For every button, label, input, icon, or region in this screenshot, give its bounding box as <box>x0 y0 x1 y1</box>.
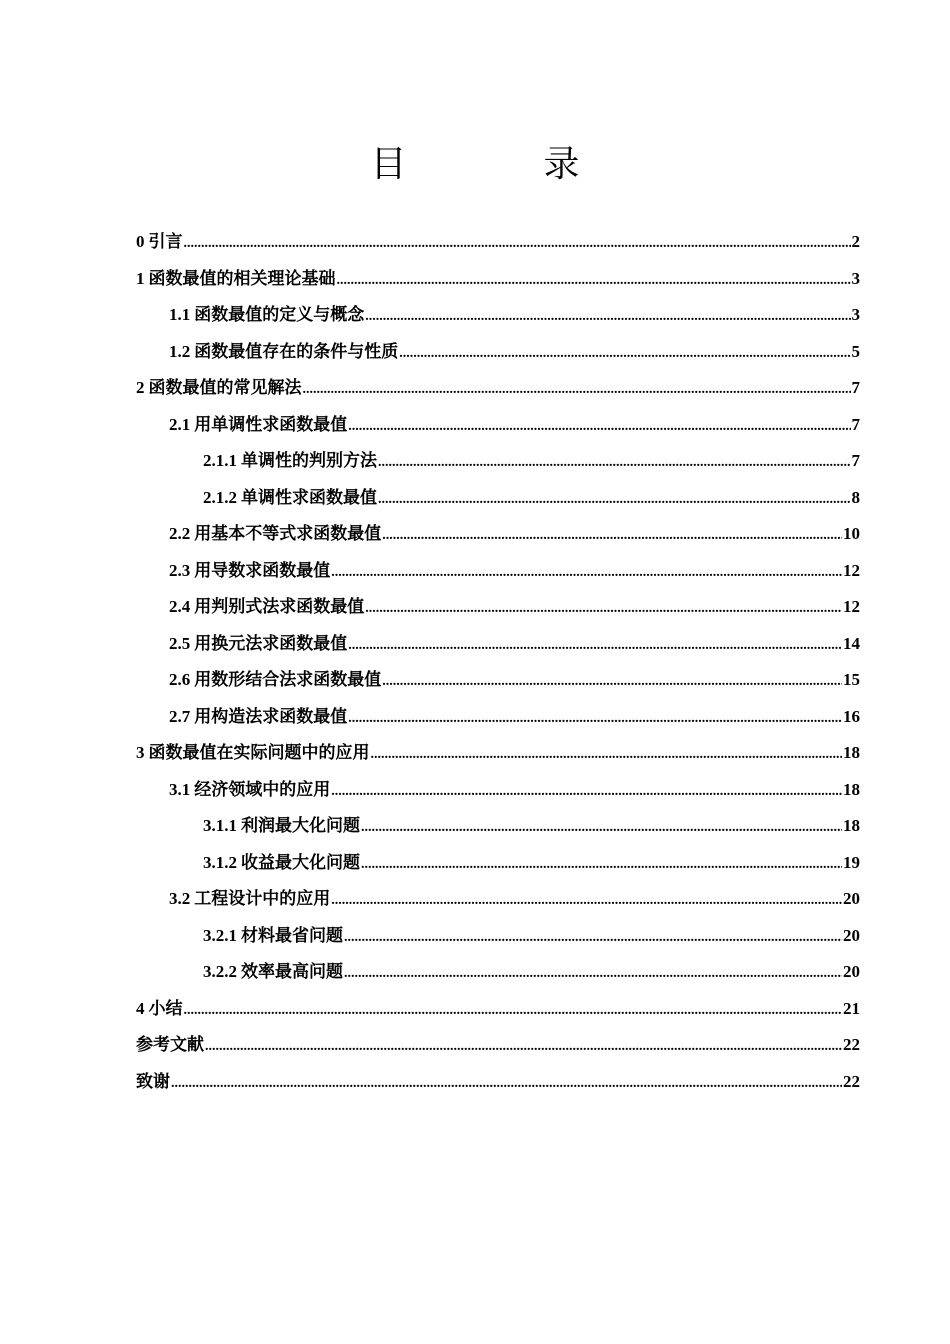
toc-leader-dots <box>348 628 842 665</box>
toc-entry-label <box>136 1064 170 1101</box>
toc-entry-text: 用数形结合法求函数最值 <box>194 670 382 689</box>
toc-entry-label <box>203 808 360 845</box>
toc-leader-dots <box>365 299 850 336</box>
toc-page-number: 20 <box>843 925 860 945</box>
toc-entry-number: 3.2 <box>169 889 191 908</box>
toc-entry-label <box>203 918 343 955</box>
toc-page-number: 7 <box>851 414 860 434</box>
toc-page-number: 12 <box>843 597 860 616</box>
toc-entry-number: 2.1.2 <box>203 487 237 507</box>
toc-entry[interactable] <box>136 443 860 480</box>
toc-entry[interactable] <box>136 662 860 699</box>
toc-entry[interactable] <box>136 224 860 261</box>
toc-entry[interactable] <box>136 735 860 772</box>
toc-page-number: 22 <box>843 1035 860 1054</box>
toc-entry-number: 2.3 <box>169 560 191 580</box>
toc-entry-number: 1.1 <box>169 305 191 324</box>
toc-entry-label <box>203 443 377 480</box>
toc-entry[interactable] <box>136 954 860 991</box>
toc-entry[interactable] <box>136 516 860 553</box>
toc-entry[interactable] <box>136 845 860 882</box>
toc-page-number: 14 <box>843 633 860 653</box>
toc-page-number: 2 <box>851 232 860 251</box>
toc-leader-dots <box>348 409 850 446</box>
toc-entry[interactable] <box>136 297 860 334</box>
toc-entry[interactable] <box>136 334 860 371</box>
toc-entry-text: 函数最值存在的条件与性质 <box>194 341 399 361</box>
toc-entry-label <box>136 370 302 407</box>
toc-entry-text: 引言 <box>148 232 183 251</box>
toc-entry-text: 参考文献 <box>136 1035 204 1054</box>
toc-leader-dots <box>378 482 851 519</box>
toc-entry-number: 3.1.2 <box>203 852 237 872</box>
toc-entry-text: 函数最值的定义与概念 <box>194 305 365 324</box>
toc-page-number: 18 <box>843 743 860 762</box>
toc-page-number: 8 <box>851 487 860 507</box>
toc-entry-text: 用判别式法求函数最值 <box>194 597 365 616</box>
toc-entry-text: 经济领域中的应用 <box>194 779 331 799</box>
toc-entry-text: 用基本不等式求函数最值 <box>194 524 382 543</box>
toc-leader-dots <box>331 883 842 920</box>
toc-page-number: 3 <box>851 305 860 324</box>
page-title: 目 录 <box>370 144 644 184</box>
toc-entry-label <box>169 881 330 918</box>
toc-entry-number: 3.1 <box>169 779 191 799</box>
toc-page-number: 7 <box>851 378 860 397</box>
toc-entry-text: 用构造法求函数最值 <box>194 706 348 726</box>
toc-entry-text: 用换元法求函数最值 <box>194 633 348 653</box>
toc-entry-number: 2.2 <box>169 524 191 543</box>
toc-entry-label <box>203 954 343 991</box>
toc-entry-text: 用导数求函数最值 <box>194 560 331 580</box>
toc-entry-text: 材料最省问题 <box>241 925 343 945</box>
toc-leader-dots <box>382 518 842 555</box>
toc-entry[interactable] <box>136 991 860 1028</box>
toc-entry[interactable] <box>136 553 860 590</box>
toc-entry-label <box>169 626 347 663</box>
toc-leader-dots <box>348 701 842 738</box>
toc-entry-label <box>169 297 364 334</box>
toc-entry-text: 工程设计中的应用 <box>194 889 331 908</box>
toc-entry-number: 1.2 <box>169 341 191 361</box>
toc-entry-label <box>136 991 183 1028</box>
toc-entry-label <box>136 1027 204 1064</box>
toc-entry-label <box>169 699 347 736</box>
toc-entry-label <box>136 735 370 772</box>
toc-entry-text: 收益最大化问题 <box>241 852 360 872</box>
toc-entry-text: 函数最值的常见解法 <box>148 378 302 397</box>
toc-entry[interactable] <box>136 1027 860 1064</box>
toc-entry[interactable] <box>136 480 860 517</box>
toc-entry-text: 函数最值的相关理论基础 <box>148 268 336 288</box>
toc-entry-text: 效率最高问题 <box>241 962 343 981</box>
table-of-contents <box>136 224 860 1100</box>
toc-leader-dots <box>303 372 851 409</box>
toc-leader-dots <box>361 847 842 884</box>
toc-page-number: 20 <box>843 889 860 908</box>
toc-entry-number: 3 <box>136 743 145 762</box>
toc-entry-text: 用单调性求函数最值 <box>194 414 348 434</box>
toc-entry-label <box>169 772 330 809</box>
toc-entry[interactable] <box>136 261 860 298</box>
toc-entry-number: 4 <box>136 998 145 1018</box>
toc-page-number: 10 <box>843 524 860 543</box>
toc-entry-text: 小结 <box>148 998 183 1018</box>
toc-entry[interactable] <box>136 699 860 736</box>
toc-entry-number: 2.1.1 <box>203 451 237 470</box>
toc-leader-dots <box>399 336 850 373</box>
toc-page-number: 21 <box>843 998 860 1018</box>
toc-leader-dots <box>365 591 842 628</box>
toc-entry-number: 3.2.1 <box>203 925 237 945</box>
toc-entry-label <box>169 516 381 553</box>
toc-entry[interactable] <box>136 808 860 845</box>
toc-entry-number: 2.7 <box>169 706 191 726</box>
toc-page-number: 18 <box>843 816 860 835</box>
toc-entry-label <box>169 553 330 590</box>
toc-entry-label <box>169 407 347 444</box>
toc-leader-dots <box>184 226 851 263</box>
toc-leader-dots <box>205 1029 842 1066</box>
toc-page-number: 15 <box>843 670 860 689</box>
toc-entry-number: 3.1.1 <box>203 816 237 835</box>
toc-entry-text: 单调性的判别方法 <box>241 451 377 470</box>
toc-entry-text: 利润最大化问题 <box>241 816 360 835</box>
toc-entry-number: 2 <box>136 378 145 397</box>
toc-entry-text: 单调性求函数最值 <box>241 487 377 507</box>
toc-entry-number: 3.2.2 <box>203 962 237 981</box>
toc-leader-dots <box>331 774 842 811</box>
toc-entry-label <box>136 224 183 261</box>
toc-entry[interactable] <box>136 626 860 663</box>
toc-entry-label <box>169 589 364 626</box>
toc-page-number: 22 <box>843 1071 860 1091</box>
toc-entry-number: 2.4 <box>169 597 191 616</box>
toc-entry-label <box>203 480 377 517</box>
toc-leader-dots <box>331 555 842 592</box>
toc-page-number: 7 <box>851 451 860 470</box>
toc-entry-label <box>203 845 360 882</box>
toc-entry[interactable] <box>136 1064 860 1101</box>
toc-entry[interactable] <box>136 918 860 955</box>
toc-entry-number: 2.1 <box>169 414 191 434</box>
toc-entry-text: 致谢 <box>136 1071 170 1091</box>
toc-entry-label <box>169 662 381 699</box>
toc-entry[interactable] <box>136 772 860 809</box>
toc-entry-number: 2.5 <box>169 633 191 653</box>
toc-entry-label <box>136 261 336 298</box>
toc-leader-dots <box>171 1066 842 1103</box>
toc-entry-text: 函数最值在实际问题中的应用 <box>148 743 370 762</box>
toc-leader-dots <box>337 263 851 300</box>
toc-leader-dots <box>344 920 842 957</box>
toc-entry-number: 1 <box>136 268 145 288</box>
toc-entry[interactable] <box>136 589 860 626</box>
toc-page-number: 18 <box>843 779 860 799</box>
toc-page-number: 16 <box>843 706 860 726</box>
toc-leader-dots <box>382 664 842 701</box>
toc-page-number: 3 <box>851 268 860 288</box>
toc-leader-dots <box>344 956 842 993</box>
toc-page-number: 12 <box>843 560 860 580</box>
toc-leader-dots <box>361 810 842 847</box>
toc-entry-label <box>169 334 398 371</box>
toc-entry[interactable] <box>136 407 860 444</box>
toc-page-number: 20 <box>843 962 860 981</box>
toc-entry[interactable] <box>136 370 860 407</box>
toc-page-number: 5 <box>851 341 860 361</box>
toc-entry-number: 2.6 <box>169 670 191 689</box>
toc-entry-number: 0 <box>136 232 145 251</box>
toc-page-number: 19 <box>843 852 860 872</box>
toc-entry[interactable] <box>136 881 860 918</box>
toc-leader-dots <box>371 737 843 774</box>
toc-leader-dots <box>184 993 843 1030</box>
toc-leader-dots <box>378 445 851 482</box>
